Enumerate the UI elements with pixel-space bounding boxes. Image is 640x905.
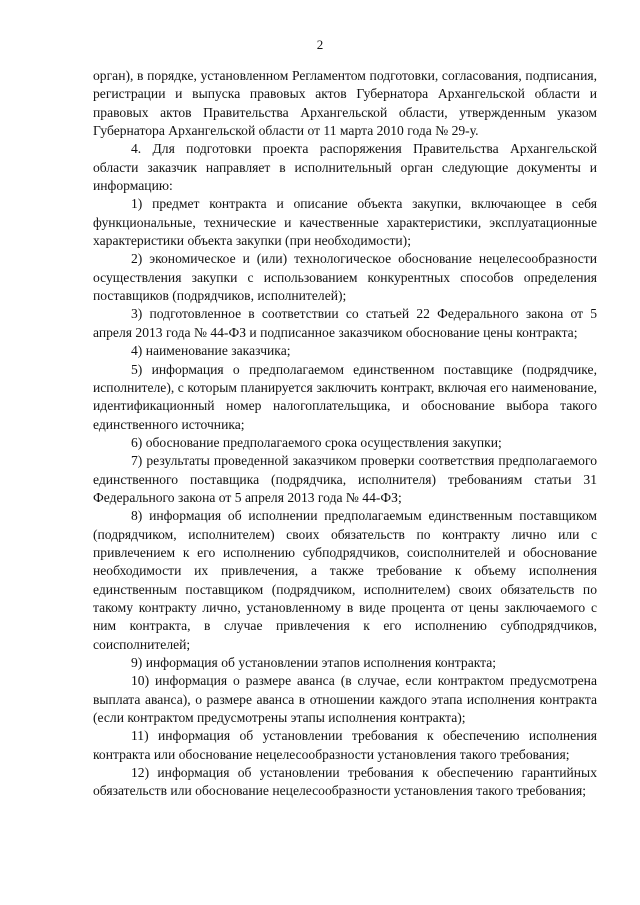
list-item-3: 3) подготовленное в соответствии со статьей 22 Федерального закона от 5 апреля 2013 года № 44-ФЗ и подписанное заказчиком обоснование цены контракта;: [93, 306, 597, 340]
list-item-1: 1) предмет контракта и описание объекта закупки, включающее в себя функциональные, технические и качественные характеристики, эксплуатационные характеристики объекта закупки (при необходимости);: [93, 196, 597, 249]
list-item-4: 4) наименование заказчика;: [131, 343, 291, 359]
list-item-5: 5) информация о предполагаемом единственном поставщике (подрядчике, исполнителе), с которым планируется заключить контракт, включая его наименование, идентификационный номер налогоплательщика, и обоснование выбора такого единственного источника;: [93, 361, 597, 432]
paragraph-item-4: 4. Для подготовки проекта распоряжения Правительства Архангельской области заказчик направляет в исполнительный орган следующие документы и информацию:: [93, 141, 597, 194]
list-item-7: 7) результаты проведенной заказчиком проверки соответствия предполагаемого единственного поставщика (подрядчика, исполнителя) требованиям статьи 31 Федерального закона от 5 апреля 2013 года № 44-ФЗ;: [93, 453, 597, 505]
list-item-10: 10) информация о размере аванса (в случае, если контрактом предусмотрена выплата аванса), о размере аванса в отношении каждого этапа исполнения контракта (если контрактом предусмотрены этапы исполнения контракта);: [93, 673, 597, 726]
list-item-6: 6) обоснование предполагаемого срока осуществления закупки;: [131, 434, 502, 450]
list-item-2: 2) экономическое и (или) технологическое обоснование нецелесообразности осуществления закупки с использованием конкурентных способов определения поставщиков (подрядчиков, исполнителей);: [93, 251, 597, 304]
page-number: 2: [316, 37, 324, 52]
list-item-9: 9) информация об установлении этапов исполнения контракта;: [131, 655, 497, 670]
document-body: [93, 67, 597, 801]
list-item-12: 12) информация об установлении требования к обеспечению гарантийных обязательств или обоснование нецелесообразности установления такого требования;: [93, 765, 597, 799]
list-item-8: 8) информация об исполнении предполагаемым единственным поставщиком (подрядчиком, исполнителем) своих обязательств по контракту лично или с привлечением к его исполнению субподрядчиков, соисполнителей и обоснование необходимости их привлечения, а также требование к объему исполнения единственным поставщиком (подрядчиком, исполнителем) своих обязательств по такому контракту лично, установленному в виде процента от цены заключаемого с ним контракта, в случае привлечения к его исполнению субподрядчиков, соисполнителей;: [93, 508, 597, 652]
paragraph-continuation: орган), в порядке, установленном Регламентом подготовки, согласования, подписания, регистрации и выпуска правовых актов Губернатора Архангельской области и правовых актов Правительства Архангельской области, утвержденным указом Губернатора Архангельской области от 11 марта 2010 года № 29-у.: [93, 68, 597, 139]
list-item-11: 11) информация об установлении требования к обеспечению исполнения контракта или обоснование нецелесообразности установления такого требования;: [93, 728, 597, 762]
